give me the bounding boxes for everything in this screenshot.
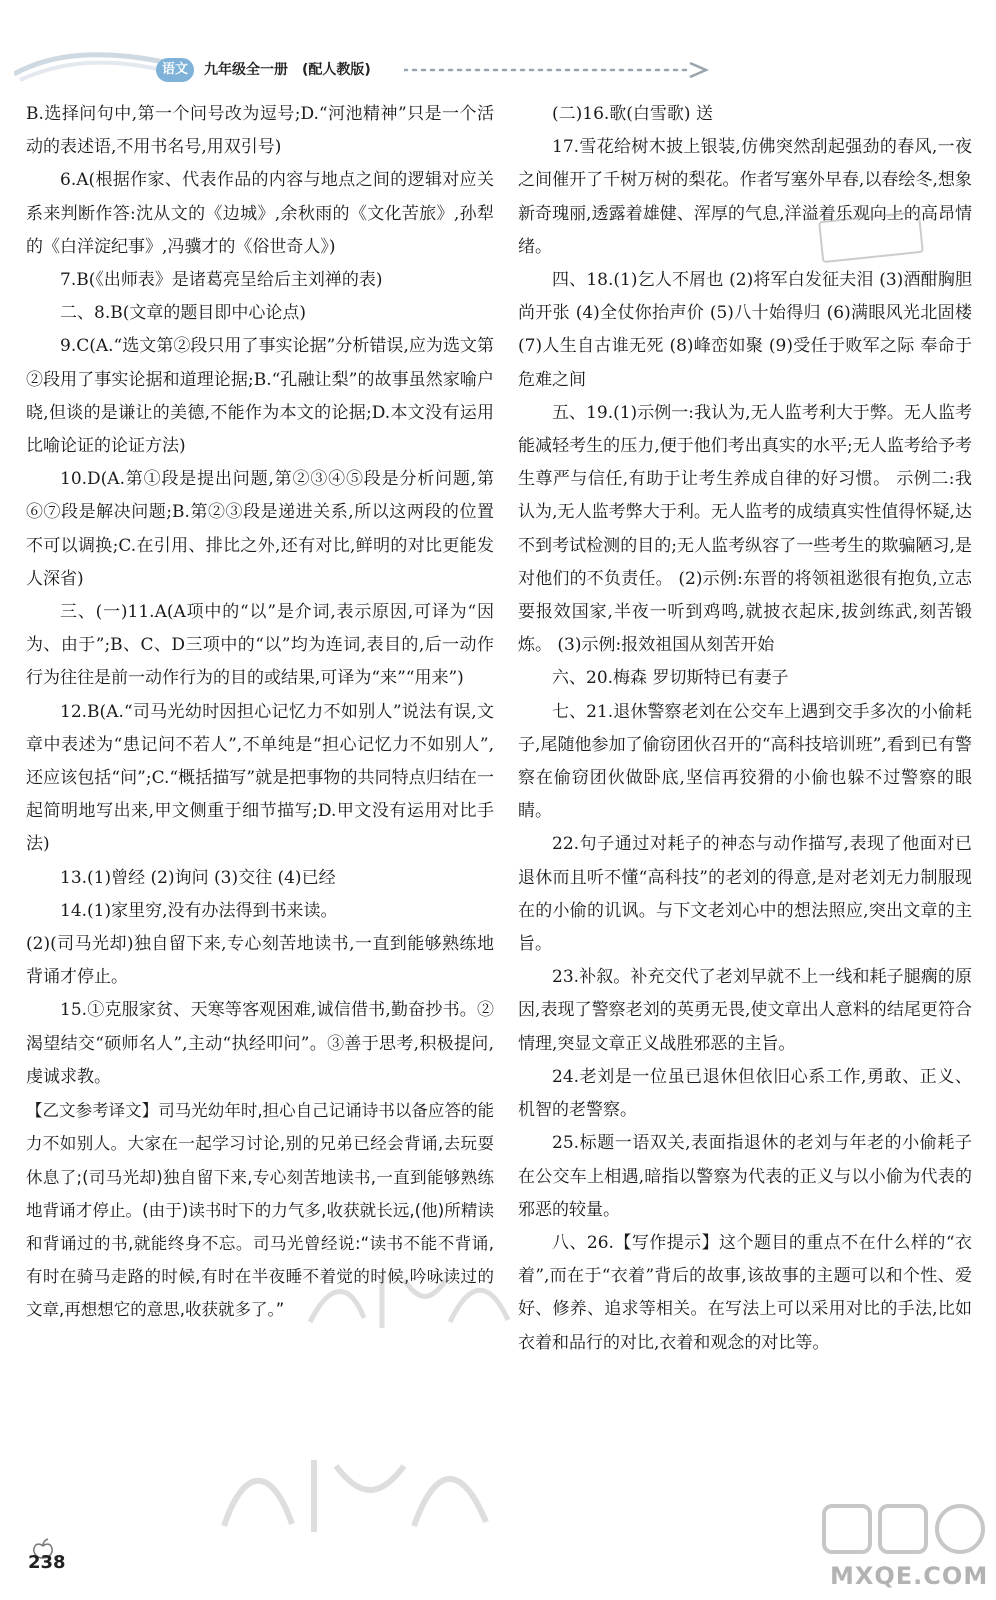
answer-paragraph: 10.D(A.第①段是提出问题,第②③④⑤段是分析问题,第⑥⑦段是解决问题;B.第②③段是递进关系,所以这两段的位置不可以调换;C.在引用、排比之外,还有对比,鲜明的对比更能发人深省) [26,469,494,589]
page-header [0,0,996,92]
answer-paragraph: B.选择问句中,第一个问号改为逗号;D.“河池精神”只是一个活动的表述语,不用书名号,用双引号) [26,104,494,158]
translation-body: 司马光幼年时,担心自己记诵诗书以备应答的能力不如别人。大家在一起学习讨论,别的兄弟已经会背诵,去玩耍休息了;(司马光却)独自留下来,专心刻苦地读书,一直到能够熟练地背诵才停止。(由于)读书时下的力气多,收获就长远,(他)所精读和背诵过的书,就能终身不忘。司马光曾经说:“读书不能不背诵,有时在骑马走路的时候,有时在半夜睡不着觉的时候,吟咏读过的文章,再想想它的意思,收获就多了。” [26,1101,494,1320]
page-number: 238 [28,1552,66,1573]
answer-paragraph: 6.A(根据作家、代表作品的内容与地点之间的逻辑对应关系来判断作答:沈从文的《边城》,余秋雨的《文化苦旅》,孙犁的《白洋淀纪事》,冯骥才的《俗世奇人》) [26,170,494,257]
answer-paragraph: 七、21.退休警察老刘在公交车上遇到交手多次的小偷耗子,尾随他参加了偷窃团伙召开的“高科技培训班”,看到已有警察在偷窃团伙做卧底,坚信再狡猾的小偷也躲不过警察的眼睛。 [518,701,972,822]
left-column [26,98,494,1327]
watermark-stroke-bottom [210,1442,500,1542]
subject-badge: 语文 [156,58,194,82]
answer-paragraph: 五、19.(1)示例一:我认为,无人监考利大于弊。无人监考能减轻考生的压力,便于他们考出真实的水平;无人监考给予考生尊严与信任,有助于让考生养成自律的好习惯。 示例二:我认为,无人监考弊大于利。无人监考的成绩真实性值得怀疑,达不到考试检测的目的;无人监考纵容了一些考生的欺骗陋习,是对他们的不负责任。 (2)示例:东晋的将领祖逖很有抱负,立志要报效国家,半夜一听到鸡鸣,就披衣起床,拔剑练武,刻苦锻炼。 (3)示例:报效祖国从刻苦开始 [518,402,972,656]
answer-paragraph: 23.补叙。补充交代了老刘早就不上一线和耗子腿瘸的原因,表现了警察老刘的英勇无畏,使文章出人意料的结尾更符合情理,突显文章正义战胜邪恶的主旨。 [518,967,972,1054]
answer-paragraph: 四、18.(1)乞人不屑也 (2)将军白发征夫泪 (3)酒酣胸胆尚开张 (4)全仗你抬声价 (5)八十始得归 (6)满眼风光北固楼 (7)人生自古谁无死 (8)峰峦如聚 (9)受任于败军之际 奉命于危难之间 [518,270,972,390]
answer-paragraph: 17.雪花给树木披上银装,仿佛突然刮起强劲的春风,一夜之间催开了千树万树的梨花。作者写塞外早春,以春绘冬,想象新奇瑰丽,透露着雄健、浑厚的气息,洋溢着乐观向上的高昂情绪。 [518,137,972,257]
page-number-area [28,1538,82,1584]
answer-paragraph: 9.C(A.“选文第②段只用了事实论据”分析错误,应为选文第②段用了事实论据和道理论据;B.“孔融让梨”的故事虽然家喻户晓,但谈的是谦让的美德,不能作为本文的论据;D.本文没有运用比喻论证的论证方法) [26,336,494,457]
grade-label: 九年级全一册 [204,62,288,78]
site-url: MXQE.COM [830,1562,989,1590]
edition-label: (配人教版) [302,62,371,78]
answer-paragraph: 二、8.B(文章的题目即中心论点) [60,303,306,324]
answer-paragraph: 六、20.梅森 罗切斯特已有妻子 [552,668,789,689]
answer-paragraph: 24.老刘是一位虽已退休但依旧心系工作,勇敢、正义、机智的老警察。 [518,1066,972,1121]
right-column [518,98,972,1360]
answer-paragraph: 15.①克服家贫、天寒等客观困难,诚信借书,勤奋抄书。②渴望结交“硕师名人”,主动“执经叩问”。③善于思考,积极提问,虔诚求教。 [26,1000,494,1087]
answer-paragraph: 八、26.【写作提示】这个题目的重点不在什么样的“衣着”,而在于“衣着”背后的故事,该故事的主题可以和个性、爱好、修养、追求等相关。在写法上可以采用对比的手法,比如衣着和品行的对比,衣着和观念的对比等。 [518,1232,972,1353]
answer-paragraph: 13.(1)曾经 (2)询问 (3)交往 (4)已经 [60,867,336,888]
answer-paragraph: 25.标题一语双关,表面指退休的老刘与年老的小偷耗子在公交车上相遇,暗指以警察为代表的正义与以小偷为代表的邪恶的较量。 [518,1133,972,1220]
answer-paragraph: 12.B(A.“司马光幼时因担心记忆力不如别人”说法有误,文章中表述为“患记问不若人”,不单纯是“担心记忆力不如别人”,还应该包括“问”;C.“概括描写”就是把事物的共同特点归结在一起简明地写出来,甲文侧重于细节描写;D.甲文没有运用对比手法) [26,701,494,855]
translation-heading: 【乙文参考译文】 [26,1101,159,1121]
answer-paragraph: 22.句子通过对耗子的神态与动作描写,表现了他面对已退休而且听不懂“高科技”的老刘的得意,是对老刘无力制服现在的小偷的讥讽。与下文老刘心中的想法照应,突出文章的主旨。 [518,834,972,955]
answer-paragraph: (2)(司马光却)独自留下来,专心刻苦地读书,一直到能够熟练地背诵才停止。 [26,934,494,988]
header-swoosh-decoration [14,46,164,82]
book-title [204,58,371,82]
header-arrow-decoration [404,60,712,80]
answer-paragraph: 14.(1)家里穷,没有办法得到书来读。 [60,900,338,921]
answer-paragraph: 7.B(《出师表》是诸葛亮呈给后主刘禅的表) [60,270,383,291]
watermark-stroke-top [300,1262,520,1336]
answer-paragraph: (二)16.歌(白雪歌) 送 [552,104,713,124]
answer-paragraph: 三、(一)11.A(A项中的“以”是介词,表示原因,可译为“因为、由于”;B、C、D三项中的“以”均为连词,表目的,后一动作行为往往是前一动作行为的目的或结果,可译为“来”“用来”) [26,602,494,689]
